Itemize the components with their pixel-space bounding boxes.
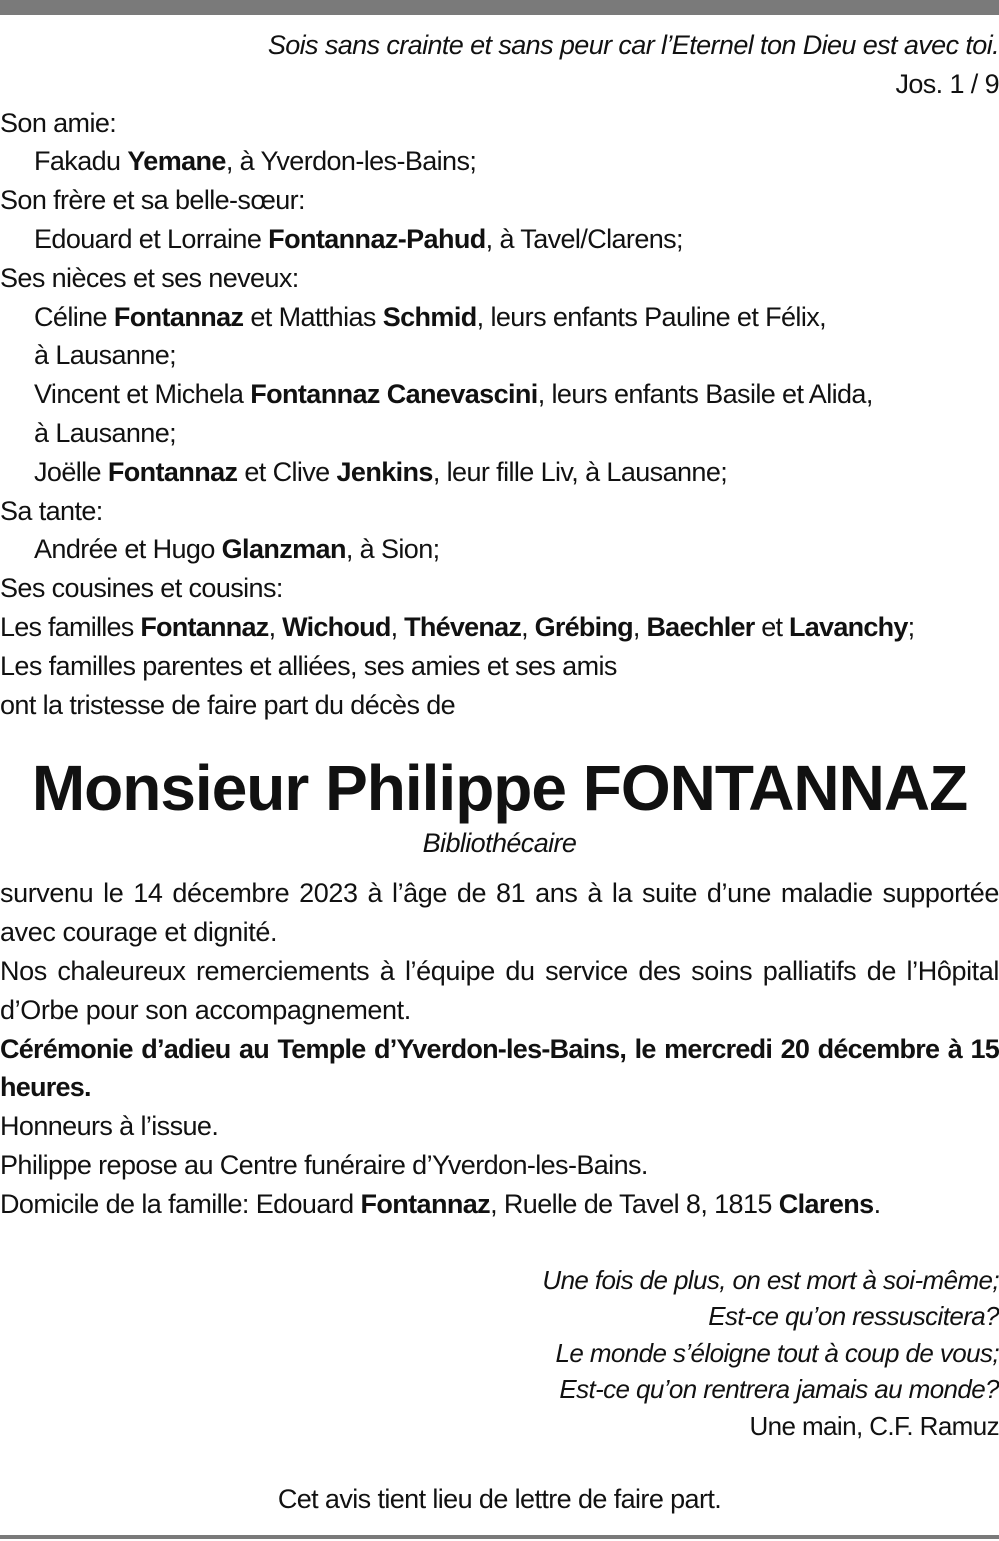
family-name: Thévenaz: [404, 611, 522, 642]
family-name: Jenkins: [336, 456, 433, 487]
familles-line: Les familles Fontannaz, Wichoud, Thévenaz, Grébing, Baechler et Lavanchy;: [0, 611, 915, 642]
family-name: Glanzman: [221, 534, 346, 565]
domicile-line: Domicile de la famille: Edouard Fontannaz, Ruelle de Tavel 8, 1815 Clarens.: [0, 1188, 881, 1219]
deceased-name: Monsieur Philippe FONTANNAZ: [31, 752, 968, 825]
parentes-line: Les familles parentes et alliées, ses amies et ses amis: [0, 650, 617, 681]
family-name: Fontannaz: [107, 456, 238, 487]
family-name: Fontannaz: [360, 1188, 491, 1219]
obituary-notice: [0, 26, 999, 1518]
niece-entry-3: Joëlle Fontannaz et Clive Jenkins, leur fille Liv, à Lausanne;: [34, 456, 728, 487]
niece-entry-1: Céline Fontannaz et Matthias Schmid, leurs enfants Pauline et Félix,: [34, 301, 827, 332]
top-rule: [0, 0, 999, 15]
nieces-label: Ses nièces et ses neveux:: [0, 262, 299, 293]
bottom-rule: [0, 1535, 999, 1539]
city-name: Clarens: [778, 1188, 874, 1219]
niece-entry-2: Vincent et Michela Fontannaz Canevascini, leurs enfants Basile et Alida,: [34, 379, 873, 410]
family-name: Wichoud: [282, 611, 391, 642]
family-name: Baechler: [646, 611, 755, 642]
deceased-occupation: Bibliothécaire: [422, 828, 577, 859]
family-name: Yemane: [127, 146, 226, 177]
family-name: Lavanchy: [789, 611, 908, 642]
niece-entry-1-place: à Lausanne;: [34, 340, 177, 371]
remerciements-paragraph: Nos chaleureux remerciements à l’équipe du service des soins palliatifs de l’Hôpital d’Orbe pour son accompagnement.: [0, 955, 999, 1025]
amie-entry: Fakadu Yemane, à Yverdon-les-Bains;: [34, 146, 477, 177]
tante-label: Sa tante:: [0, 495, 103, 526]
amie-label: Son amie:: [0, 107, 117, 138]
poem-line: Une fois de plus, on est mort à soi-même;: [542, 1264, 999, 1295]
deces-paragraph: survenu le 14 décembre 2023 à l’âge de 81 ans à la suite d’une maladie supportée avec courage et dignité.: [0, 878, 999, 948]
poem-line: Est-ce qu’on ressuscitera?: [708, 1301, 999, 1332]
poem-line: Le monde s’éloigne tout à coup de vous;: [555, 1337, 999, 1368]
repose-line: Philippe repose au Centre funéraire d’Yverdon-les-Bains.: [0, 1149, 648, 1180]
family-name: Fontannaz-Pahud: [268, 223, 486, 254]
epigraph-reference: Jos. 1 / 9: [895, 68, 999, 99]
tante-entry: Andrée et Hugo Glanzman, à Sion;: [34, 534, 440, 565]
family-name: Fontannaz Canevascini: [250, 379, 538, 410]
cousins-label: Ses cousines et cousins:: [0, 573, 283, 604]
family-name: Schmid: [382, 301, 477, 332]
poem: [0, 1262, 999, 1445]
tristesse-line: ont la tristesse de faire part du décès de: [0, 689, 456, 720]
epigraph-text: Sois sans crainte et sans peur car l’Eternel ton Dieu est avec toi.: [267, 30, 999, 60]
poem-line: Est-ce qu’on rentrera jamais au monde?: [559, 1374, 999, 1405]
niece-entry-2-place: à Lausanne;: [34, 417, 177, 448]
family-name: Grébing: [534, 611, 633, 642]
family-name: Fontannaz: [140, 611, 269, 642]
poem-author: Une main, C.F. Ramuz: [749, 1410, 999, 1441]
honneurs-line: Honneurs à l’issue.: [0, 1111, 219, 1142]
ceremonie-paragraph: Cérémonie d’adieu au Temple d’Yverdon-les-Bains, le mercredi 20 décembre à 15 heures.: [0, 1033, 999, 1103]
frere-label: Son frère et sa belle-sœur:: [0, 185, 305, 216]
footer-note: Cet avis tient lieu de lettre de faire part.: [277, 1484, 722, 1515]
family-name: Fontannaz: [113, 301, 244, 332]
frere-entry: Edouard et Lorraine Fontannaz-Pahud, à Tavel/Clarens;: [34, 223, 683, 254]
